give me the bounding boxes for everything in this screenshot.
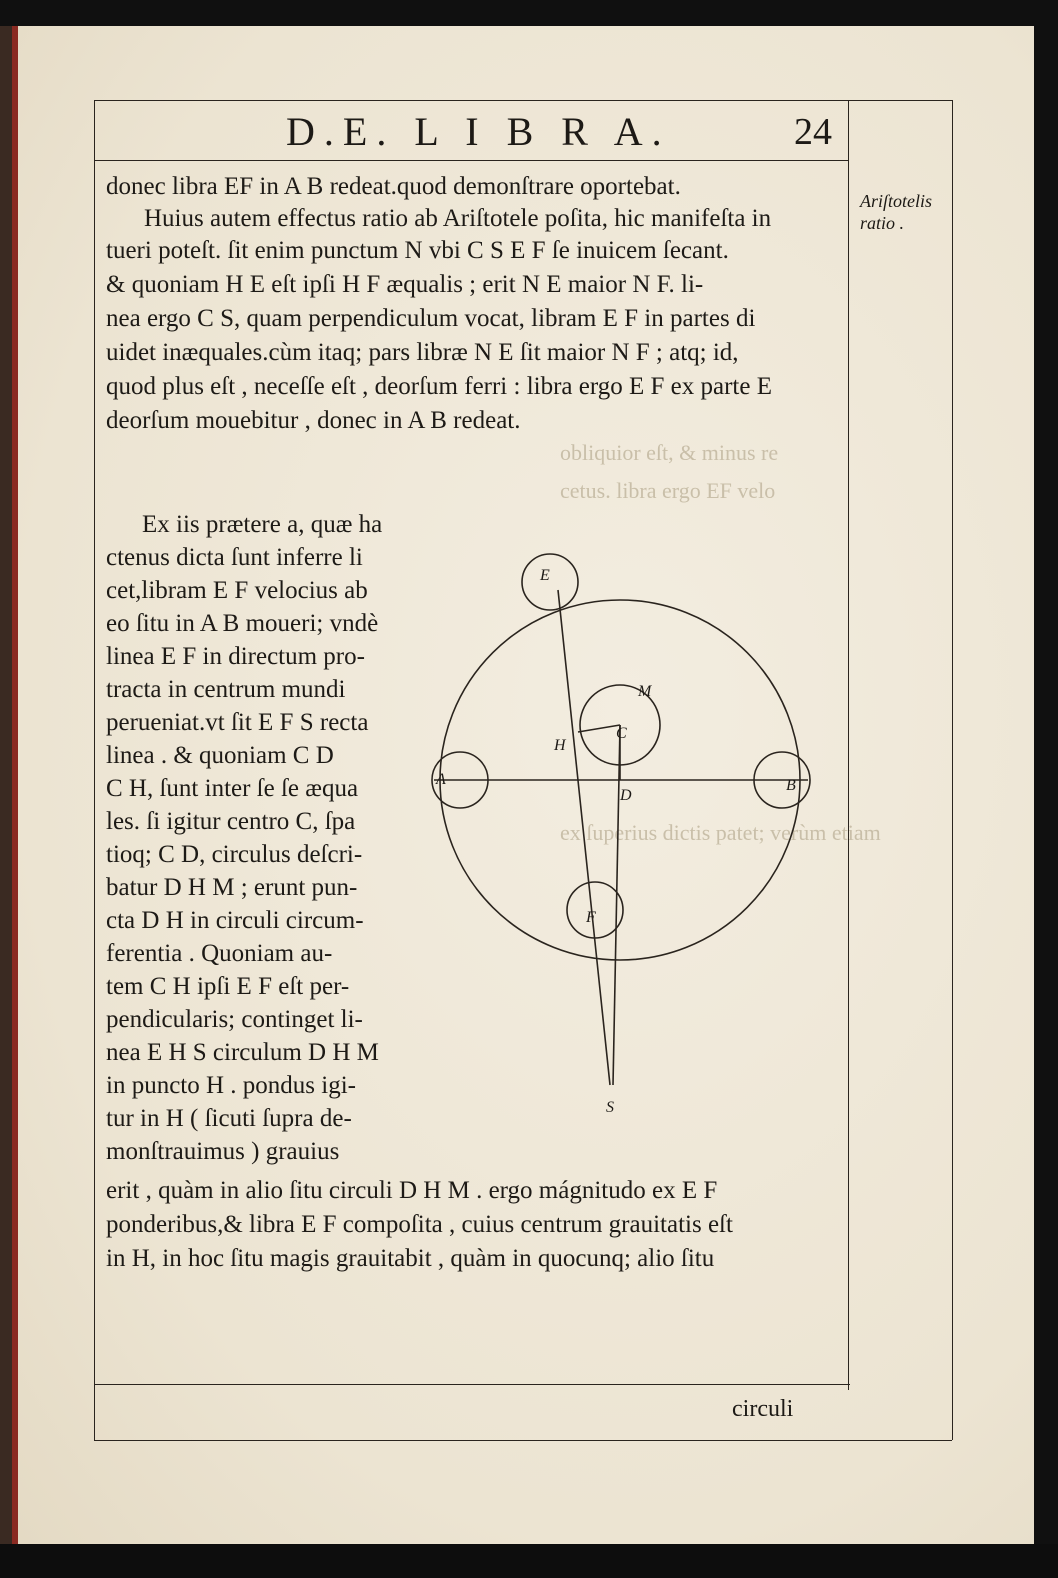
- diagram-label-a: A: [436, 771, 446, 788]
- frame-outer-right-rule: [952, 100, 953, 1440]
- header-rule: [94, 160, 848, 161]
- text-line: perueniat.vt ſit E F S recta: [106, 709, 369, 736]
- text-line: tueri poteſt. ſit enim punctum N vbi C S E F ſe inuicem ſecant.: [106, 237, 729, 264]
- frame-top-rule: [94, 100, 952, 101]
- text-line: monſtrauimus ) grauius: [106, 1138, 340, 1165]
- text-line: les. ſi igitur centro C, ſpa: [106, 808, 356, 835]
- show-through-text: cetus. libra ergo EF velo: [560, 478, 776, 503]
- balance-diagram: [420, 550, 830, 1120]
- text-line: quod plus eſt , neceſſe eſt , deorſum ferri : libra ergo E F ex parte E: [106, 373, 772, 400]
- text-line: ponderibus,& libra E F compoſita , cuius centrum grauitatis eſt: [106, 1211, 733, 1238]
- text-line: in H, in hoc ſitu magis grauitabit , quàm in quocunq; alio ſitu: [106, 1245, 715, 1272]
- text-line: cet,libram E F velocius ab: [106, 577, 368, 604]
- diagram-label-m: M: [638, 683, 652, 700]
- text-line: nea ergo C S, quam perpendiculum vocat, libram E F in partes di: [106, 305, 756, 332]
- diagram-label-d: D: [620, 787, 632, 804]
- show-through-text: ex ſuperius dictis patet; verùm etiam: [560, 820, 881, 845]
- frame-inner-right-rule: [848, 100, 849, 1390]
- text-line: uidet inæquales.cùm itaq; pars libræ N E ſit maior N F ; atq; id,: [106, 339, 739, 366]
- text-line: tur in H ( ſicuti ſupra de-: [106, 1105, 352, 1132]
- footer-rule: [94, 1384, 850, 1385]
- scan-bottom-border: [0, 1544, 1058, 1578]
- diagram-label-e: E: [540, 567, 550, 584]
- text-line: linea E F in directum pro-: [106, 643, 365, 670]
- text-line: cta D H in circuli circum-: [106, 907, 364, 934]
- diagram-label-c: C: [616, 725, 627, 742]
- line-ch: [578, 725, 620, 732]
- frame-left-rule: [94, 100, 95, 1440]
- text-line: donec libra EF in A B redeat.quod demonſtrare oportebat.: [106, 173, 681, 200]
- text-line: nea E H S circulum D H M: [106, 1039, 379, 1066]
- text-line: Ex iis prætere a, quæ ha: [142, 511, 383, 538]
- text-line: in puncto H . pondus igi-: [106, 1072, 356, 1099]
- text-line: batur D H M ; erunt pun-: [106, 874, 358, 901]
- text-line: tem C H ipſi E F eſt per-: [106, 973, 350, 1000]
- text-line: Huius autem effectus ratio ab Ariſtotele poſita, hic manifeſta in: [144, 205, 772, 232]
- text-line: & quoniam H E eſt ipſi H F æqualis ; erit N E maior N F. li-: [106, 271, 704, 298]
- line-cs: [613, 725, 620, 1085]
- text-line: eo ſitu in A B moueri; vndè: [106, 610, 379, 637]
- frame-bottom-rule: [94, 1440, 952, 1441]
- diagram-label-b: B: [786, 777, 796, 794]
- text-line: ctenus dicta ſunt inferre li: [106, 544, 363, 571]
- margin-note-line: ratio .: [860, 213, 905, 233]
- margin-note: [860, 190, 952, 234]
- show-through-text: obliquior eſt, & minus re: [560, 440, 779, 465]
- page-number: 24: [794, 111, 832, 153]
- running-head: D.E. L I B R A.: [286, 109, 671, 154]
- weight-circle-e: [522, 554, 578, 610]
- text-line: tracta in centrum mundi: [106, 676, 346, 703]
- text-line: deorſum mouebitur , donec in A B redeat.: [106, 407, 521, 434]
- diagram-label-s: S: [606, 1099, 614, 1116]
- text-line: linea . & quoniam C D: [106, 742, 334, 769]
- catchword: circuli: [732, 1396, 794, 1422]
- margin-note-line: Ariſtotelis: [860, 191, 932, 211]
- line-efs: [558, 590, 610, 1085]
- text-line: tioq; C D, circulus deſcri-: [106, 841, 363, 868]
- text-line: pendicularis; continget li-: [106, 1006, 363, 1033]
- text-line: ferentia . Quoniam au-: [106, 940, 333, 967]
- text-line: C H, ſunt inter ſe ſe æqua: [106, 775, 359, 802]
- diagram-label-f: F: [586, 909, 596, 926]
- text-line: erit , quàm in alio ſitu circuli D H M . ergo mágnitudo ex E F: [106, 1177, 718, 1204]
- diagram-label-h: H: [554, 737, 566, 754]
